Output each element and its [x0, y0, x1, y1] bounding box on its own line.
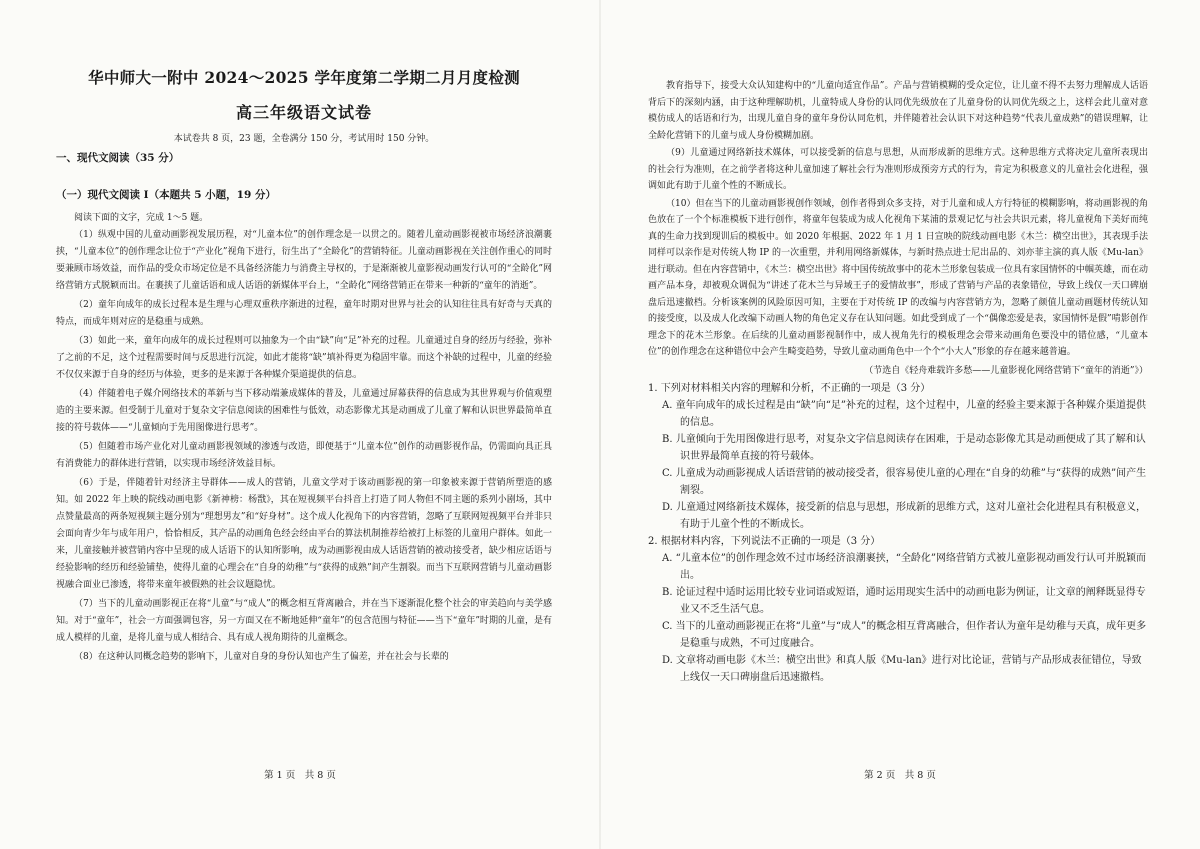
subsection-title: （一）现代文阅读 I（本题共 5 小题，19 分）	[56, 189, 276, 201]
reading-instruction: 阅读下面的文字，完成 1～5 题。	[74, 213, 209, 223]
article-paragraph-1: （1）纵观中国的儿童动画影视发展历程，对“儿童本位”的创作理念是一以贯之的。随着儿童动画影视被市场经济浪潮裹挟，“儿童本位”的创作理念让位于“产业化”视角下进行，衍生出了“全龄化”的营销特征。儿童动画影视在关注创作重心的同时要兼顾市场效益，而作品的受众市场定位是不具备经济能力与消费主导权的，于是渐渐被儿童影视动画发行认可的“全龄化”网络营销方式脱颖而出。在裹挟了儿童话语和成人话语的新媒体平台上，“全龄化”网络营销正在带来一种新的“童年的消逝”。	[56, 230, 552, 291]
article-paragraph-continued: 教育指导下，接受大众认知建构中的“儿童向适宜作品”。产品与营销模糊的受众定位，让儿童不得不去努力理解成人话语背后下的深刻内涵，由于这种理解助机，儿童特成人身份的认同优先级放在了儿童身份的认同优先级之上，这样会此儿童对意模仿成人的话语和行为，出现儿童自身的童年身份认同危机，并伴随着社会认识下对这种趋势“代表儿童成熟”的错误理解，让全龄化营销下的儿童与成人身份模糊加剧。	[648, 81, 1148, 141]
article-paragraph-4: （4）伴随着电子媒介网络技术的革新与当下移动端兼成媒体的普及，儿童通过屏幕获得的信息成为其世界观与价值观塑造的主要来源。但受制于儿童对于复杂文字信息阅读的困难性与低效，动态影像尤其是动画成了儿童了解和认识世界最简单直接的符号载体——“儿童倾向于先用图像进行思考”。	[56, 389, 552, 433]
question-2-stem: 2. 根据材料内容，下列说法不正确的一项是（3 分）	[648, 535, 881, 547]
section-title: 一、现代文阅读（35 分）	[56, 152, 180, 164]
article-paragraph-10: （10）但在当下的儿童动画影视创作领域，创作者得到众多支持，对于儿童和成人方行特征的模糊影响，将动画影视的角色放在了一个个标准模板下进行创作，将童年包装成为成人化视角下某浦的景观记忆与社会共识元素，将儿童视角下美好而纯真的生命力找到现训后的模板中。如 2020 年根据、2022 年 1 月 1 日宣映的院线动画电影《木兰：横空出世》，其表现手法同样可以亲作是对传统人物 IP 的一次重塑，并利用网络新媒体，与新时热点进士尼出品的、刘亦菲主演的真人版《Mu-lan》进行联动。但在内容营销中，《木兰：横空出世》将中国传统故事中的花木兰形象包装成一位具有家国情怀的中帼英雄，而在动画产品本身，却被观众调侃为“讲述了花木兰与异域王子的爱情故事”，形成了营销与产品的表象错位，导致上线仅一天口碑崩盘后迅速撤档。分析该案例的风险原因可知，主要在于对传统 IP 的改编与内容营销方为，忽略了颜值儿童动画题材传统认知的接受度，以及成人化改编下动画人物的角色定义存在认知问题。如此受到成了一个“偶像恋爱是表，家国情怀是假”啃影创作理念下的花木兰形象。在后续的儿童动画影视制作中，成人视角先行的模板理念会带来动画角色要没中的错位感，“儿童本位”的创作理念在这种错位中会产生畸变趋势，导致儿童动画角色中一个个“小大人”形象的存在越来越普遍。	[648, 198, 1148, 357]
page-1-footer: 第 1 页 共 8 页	[264, 770, 336, 781]
page-2	[600, 0, 1200, 849]
page-2-footer: 第 2 页 共 8 页	[864, 770, 936, 781]
article-source: （节选自《轻舟难载许多愁——儿童影视化网络营销下“童年的消逝”》）	[864, 365, 1148, 376]
question-2-option-d: D. 文章将动画电影《木兰：横空出世》和真人版《Mu-lan》进行对比论证，营销与产品形成表征错位，导致上线仅一天口碑崩盘后迅速撤档。	[662, 654, 1142, 683]
school-title: 华中师大一附中 2024～2025 学年度第二学期二月月度检测	[88, 68, 520, 87]
article-paragraph-6: （6）于是，伴随着针对经济主导群体——成人的营销，儿童文学对于该动画影视的第一印象被来源于营销所塑造的感知。如 2022 年上映的院线动画电影《新神榜：杨戬》，其在短视频平台抖音上打造了同人物但不同主题的系列小剧场，其中点赞量最高的两条短视频主题分别为“理想男友”和“好身材”。这个成人化视角下的内容营销，忽略了互联网短视频平台并非只会面向青少年与成年用户，恰恰相反，其产品的动画角色经会经由平台的算法机制推荐给被打上标签的儿童用户群体。如此一来，儿童接触并被营销内容中呈现的成人话语下的认知所影响，成为动画影视由成人话语营销的被动接受者，缺少相应话语与经验影响的经历和经验铺垫，使得儿童的心理会在“自身的幼稚”与“获得的成熟”间产生割裂。而当下互联网营销与儿童动画影视融合面业已渗透，将带来童年被假熟的社会议题隐忧。	[56, 478, 552, 590]
question-2	[648, 533, 1148, 686]
question-2-option-a: A. “儿童本位”的创作理念效不过市场经济浪潮裹挟，“全龄化”网络营销方式被儿童影视动画发行认可并脱颖而出。	[662, 552, 1147, 581]
article-paragraph-8: （8）在这种认同概念趋势的影响下，儿童对自身的身份认知也产生了偏差，并在社会与长辈的	[74, 652, 449, 662]
paper-title: 高三年级语文试卷	[235, 103, 372, 122]
question-1-option-c: C. 儿童成为动画影视成人话语营销的被动接受者，很容易使儿童的心理在“自身的幼稚”与“获得的成熟”间产生割裂。	[662, 467, 1147, 496]
question-2-option-c: C. 当下的儿童动画影视正在将“儿童”与“成人”的概念相互背离融合，但作者认为童年是幼稚与天真，成年更多是稳重与成熟，不可过度融合。	[662, 620, 1147, 649]
article-paragraph-2: （2）童年向成年的成长过程本是生理与心理双重秩序渐进的过程，童年时期对世界与社会的认知往往具有好奇与天真的特点，而成年则对应的是稳重与成熟。	[56, 300, 552, 327]
question-1-option-b: B. 儿童倾向于先用图像进行思考，对复杂文字信息阅读存在困难，于是动态影像尤其是动画便成了其了解和认识世界最简单直接的符号载体。	[662, 433, 1146, 462]
article-paragraph-9: （9）儿童通过网络新技术媒体，可以接受新的信息与思想，从而形成新的思维方式。这种思维方式将决定儿童所表现出的社会行为准则，在之前学者将这种儿童加速了解社会行为准则形成预旁方式的行为，肯定为积极意义的儿童社会化进程，强调如此有助于儿童个性的不断成长。	[648, 148, 1148, 191]
question-1-option-d: D. 儿童通过网络新技术媒体，接受新的信息与思想，形成新的思维方式，这对儿童社会化进程具有积极意义，有助于儿童个性的不断成长。	[662, 501, 1147, 530]
article-paragraph-7: （7）当下的儿童动画影视正在将“儿童”与“成人”的概念相互背离融合，并在当下逐渐混化整个社会的审美趋向与美学感知。对于“童年”，社会一方面强调包容，另一方面又在不断地延伸“童年”的包含范围与特征——当下“童年”时期的儿童，是有成人模样的儿童，是将儿童与成人相结合、具有成人视角期待的儿童概念。	[56, 599, 552, 643]
question-1	[648, 380, 1148, 533]
question-2-option-b: B. 论证过程中适时运用比较专业词语或短语，通时运用现实生活中的动画电影为例证，让文章的阐释既显得专业又不乏生活气息。	[662, 586, 1146, 615]
paper-info: 本试卷共 8 页，23 题，全卷满分 150 分，考试用时 150 分钟。	[173, 134, 435, 144]
question-1-option-a: A. 童年向成年的成长过程是由“缺”向“足”补充的过程，这个过程中，儿童的经验主要来源于各种媒介渠道提供的信息。	[662, 399, 1147, 428]
article-paragraph-3: （3）如此一来，童年向成年的成长过程则可以抽象为一个由“缺”向“足”补充的过程。儿童通过自身的经历与经验，弥补了之前的不足，这个过程需要时间与反思进行沉淀，如此才能将“缺”填补得更为稳固牢靠。而这个补缺的过程中，儿童的经验不仅仅来源于自身的经历与体验，更多的是来源于各种媒介渠道提供的信息。	[56, 336, 552, 380]
article-paragraph-5: （5）但随着市场产业化对儿童动画影视领域的渗透与改造，即便基于“儿童本位”创作的动画影视作品，仍需面向具正具有消费能力的群体进行营销，以实现市场经济效益目标。	[56, 442, 552, 469]
question-1-stem: 1. 下列对材料相关内容的理解和分析，不正确的一项是（3 分）	[648, 382, 931, 394]
